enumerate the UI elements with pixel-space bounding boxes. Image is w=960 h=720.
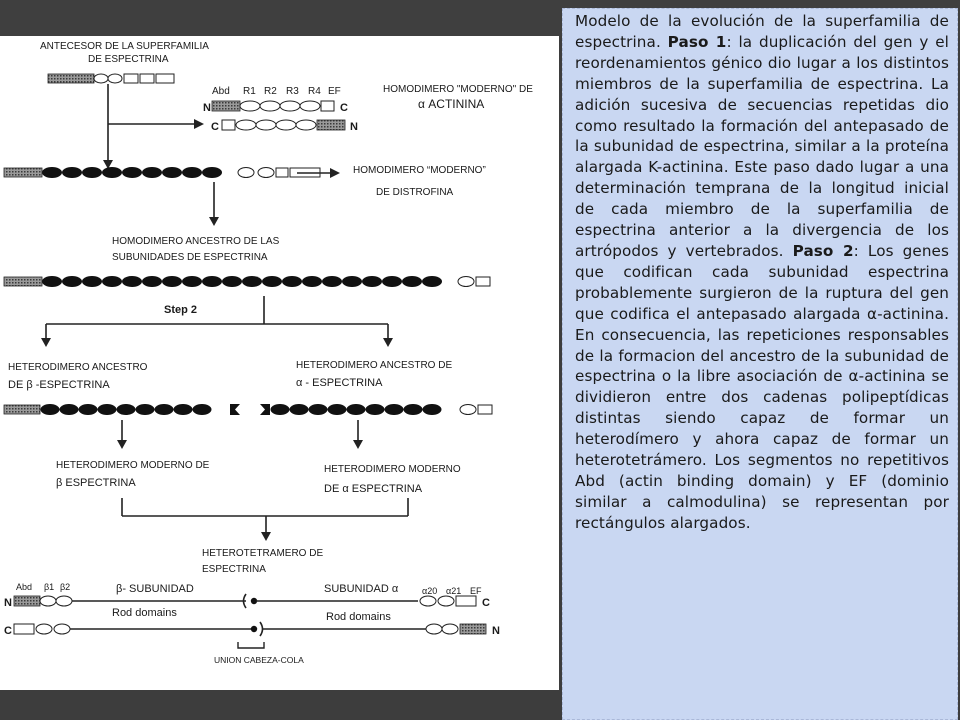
rod-domains-left: Rod domains xyxy=(112,607,177,619)
svg-text:DE DISTROFINA xyxy=(376,187,454,198)
repeat-bead xyxy=(142,167,162,178)
svg-text:HETERODIMERO ANCESTRO xyxy=(8,362,148,373)
repeat-bead xyxy=(182,167,202,178)
svg-text:DE α ESPECTRINA xyxy=(324,483,423,495)
repeat-bead xyxy=(122,276,142,287)
label-r4: R4 xyxy=(308,86,321,97)
repeat-bead xyxy=(42,276,62,287)
dystrophin-strand xyxy=(4,167,320,178)
caption-text: Modelo de la evolución de la superfamilia de espectrina. xyxy=(575,12,949,51)
repeat-bead xyxy=(309,404,328,415)
repeat-bead xyxy=(60,404,79,415)
caption-text: : la duplicación del gen y el reordenamientos génico dio lugar a los distintos miembros de la superfamilia de espectrina. La adición sucesiva de secuencias repetidas dio como resultado la formación del antepasado de la subunidad de espectrina, similar a la proteína alargada K-actinina. Este paso dado lugar a una determinación temprana de la longitud inicial de cada miembro de la superfamilia de espectrina anterior a la divergencia de los artrópodos y vertebrados. xyxy=(575,32,949,260)
actinin-label-1: HOMODIMERO "MODERNO" DE xyxy=(383,84,533,95)
bottom-a21-label: α21 xyxy=(446,586,462,596)
tetramer-c-top: C xyxy=(482,597,490,609)
tetramer-c-bottom: C xyxy=(4,625,12,637)
repeat-bead xyxy=(82,276,102,287)
svg-text:HETERODIMERO MODERNO DE xyxy=(56,460,210,471)
ancestor-label-1: ANTECESOR DE LA SUPERFAMILIA xyxy=(40,41,209,52)
repeat-bead xyxy=(122,167,142,178)
svg-text:HOMODIMERO ANCESTRO DE LAS xyxy=(112,236,280,247)
actinin-strand-top xyxy=(212,101,334,111)
repeat-bead xyxy=(162,167,182,178)
bottom-b2-label: β2 xyxy=(60,582,71,592)
actinin-c-top: C xyxy=(340,102,348,114)
dystrophin-label-2: DE DISTROFINA xyxy=(376,187,454,198)
svg-text:DE ESPECTRINA xyxy=(88,54,169,65)
repeat-bead xyxy=(98,404,117,415)
repeat-bead xyxy=(402,276,422,287)
svg-text:HETEROTETRAMERO DE xyxy=(202,548,323,559)
actinin-strand-bottom xyxy=(222,120,345,130)
beta-ancestor-label-2: DE β -ESPECTRINA xyxy=(8,379,110,391)
repeat-bead xyxy=(423,404,442,415)
diagram-svg xyxy=(0,36,559,690)
actinin-c-bottom: C xyxy=(211,121,219,133)
repeat-bead xyxy=(366,404,385,415)
svg-text:SUBUNIDADES DE ESPECTRINA xyxy=(112,252,268,263)
svg-text:ANTECESOR DE LA SUPERFAMILIA xyxy=(40,41,209,52)
alpha-ancestor-label-1: HETERODIMERO ANCESTRO DE xyxy=(296,360,453,371)
actinin-label-2: α ACTININA xyxy=(418,97,485,111)
bottom-abd-label: Abd xyxy=(16,582,33,592)
evolution-diagram xyxy=(0,36,559,690)
tetramer-strand-bottom xyxy=(14,622,486,636)
bottom-ef-label: EF xyxy=(470,586,482,596)
repeat-bead xyxy=(174,404,193,415)
repeat-bead xyxy=(342,276,362,287)
svg-text:HOMODIMERO "MODERNO" DE xyxy=(383,84,533,95)
actinin-n-top: N xyxy=(203,102,211,114)
svg-text:ESPECTRINA xyxy=(202,564,266,575)
head-tail-bracket xyxy=(238,642,264,648)
repeat-bead xyxy=(302,276,322,287)
bottom-a20-label: α20 xyxy=(422,586,438,596)
repeat-bead xyxy=(262,276,282,287)
label-r1: R1 xyxy=(243,86,256,97)
repeat-bead xyxy=(242,276,262,287)
alpha-ancestor-strand xyxy=(260,404,492,415)
heterotetramer-label-1: HETEROTETRAMERO DE xyxy=(202,548,324,559)
repeat-bead xyxy=(322,276,342,287)
beta-modern-label-2: β ESPECTRINA xyxy=(56,477,136,489)
label-ef: EF xyxy=(328,86,341,97)
ancestor-gene xyxy=(48,74,174,83)
svg-text:HETERODIMERO MODERNO xyxy=(324,464,461,475)
repeat-bead xyxy=(271,404,290,415)
alpha-modern-label-2: DE α ESPECTRINA xyxy=(324,483,423,495)
tetramer-strand-top xyxy=(14,594,476,608)
beta-subunit-label: β- SUBUNIDAD xyxy=(116,583,194,595)
terminal-domain xyxy=(458,277,474,287)
repeat-bead xyxy=(162,276,182,287)
repeat-bead xyxy=(382,276,402,287)
step2-label: Step 2 xyxy=(164,304,198,316)
terminal-domain xyxy=(238,168,254,178)
repeat-bead xyxy=(62,276,82,287)
tetramer-n-top: N xyxy=(4,597,12,609)
repeat-bead xyxy=(202,276,222,287)
repeat-bead xyxy=(102,167,122,178)
svg-text:β ESPECTRINA xyxy=(56,477,136,489)
repeat-bead xyxy=(79,404,98,415)
caption-text: : Los genes que codifican cada subunidad espectrina probablemente surgieron de la ruptura del gen que codifica el antepasado alargada α-actinina. En consecuencia, las repeticiones responsables de la formacion del ancestro de la subunidad de espectrina o la libre asociación de α-actinina se dividieron entre dos cadenas polipeptídicas distintas siendo capaz de formar un heterodímero y ahora capaz de formar un heterotetrámero. Los segmentos no repetitivos Abd (actin binding domain) y EF (dominio similar a calmodulina) se representan por rectángulos alargados. xyxy=(575,241,949,532)
repeat-bead xyxy=(82,167,102,178)
repeat-bead xyxy=(290,404,309,415)
alpha-subunit-label: SUBUNIDAD α xyxy=(324,583,399,595)
heterotetramer-label-2: ESPECTRINA xyxy=(202,564,266,575)
terminal-domain xyxy=(276,168,288,177)
repeat-bead xyxy=(62,167,82,178)
repeat-bead xyxy=(155,404,174,415)
bottom-b1-label: β1 xyxy=(44,582,55,592)
repeat-bead xyxy=(193,404,212,415)
repeat-bead xyxy=(102,276,122,287)
ancestral-homodimer-label-2: SUBUNIDADES DE ESPECTRINA xyxy=(112,252,268,263)
terminal-domain xyxy=(258,168,274,178)
ancestral-homodimer-label-1: HOMODIMERO ANCESTRO DE LAS xyxy=(112,236,280,247)
text-panel xyxy=(562,8,958,720)
repeat-bead xyxy=(422,276,442,287)
repeat-bead xyxy=(41,404,60,415)
svg-text:α ACTININA xyxy=(418,97,484,111)
repeat-bead xyxy=(282,276,302,287)
actinin-n-bottom: N xyxy=(350,121,358,133)
svg-text:HETERODIMERO ANCESTRO DE xyxy=(296,360,452,371)
alpha-modern-label-1: HETERODIMERO MODERNO xyxy=(324,464,461,475)
repeat-bead xyxy=(362,276,382,287)
tetramer-n-bottom: N xyxy=(492,625,500,637)
head-tail-label: UNION CABEZA-COLA xyxy=(214,655,304,665)
repeat-bead xyxy=(142,276,162,287)
svg-text:α - ESPECTRINA xyxy=(296,377,383,389)
repeat-bead xyxy=(404,404,423,415)
dystrophin-label-1: HOMODIMERO “MODERNO” xyxy=(353,165,486,176)
caption-paragraph xyxy=(575,11,949,534)
terminal-domain xyxy=(460,405,476,415)
label-r3: R3 xyxy=(286,86,299,97)
repeat-bead xyxy=(222,276,242,287)
repeat-bead xyxy=(136,404,155,415)
repeat-bead xyxy=(42,167,62,178)
alpha-ancestor-label-2: α - ESPECTRINA xyxy=(296,377,383,389)
label-abd: Abd xyxy=(212,86,230,97)
rod-domains-right: Rod domains xyxy=(326,611,391,623)
svg-text:HOMODIMERO “MODERNO” xyxy=(353,165,486,176)
caption-step-heading: Paso 2 xyxy=(792,241,854,260)
ancestor-label-2: DE ESPECTRINA xyxy=(88,54,169,65)
repeat-bead xyxy=(182,276,202,287)
caption-step-heading: Paso 1 xyxy=(667,32,727,51)
svg-text:DE β -ESPECTRINA xyxy=(8,379,110,391)
repeat-bead xyxy=(328,404,347,415)
beta-ancestor-label-1: HETERODIMERO ANCESTRO xyxy=(8,362,148,373)
repeat-bead xyxy=(117,404,136,415)
ancestral-homodimer-strand xyxy=(4,276,490,287)
repeat-bead xyxy=(347,404,366,415)
repeat-bead xyxy=(202,167,222,178)
beta-modern-label-1: HETERODIMERO MODERNO DE xyxy=(56,460,210,471)
label-r2: R2 xyxy=(264,86,277,97)
repeat-bead xyxy=(385,404,404,415)
beta-ancestor-strand xyxy=(4,404,240,415)
